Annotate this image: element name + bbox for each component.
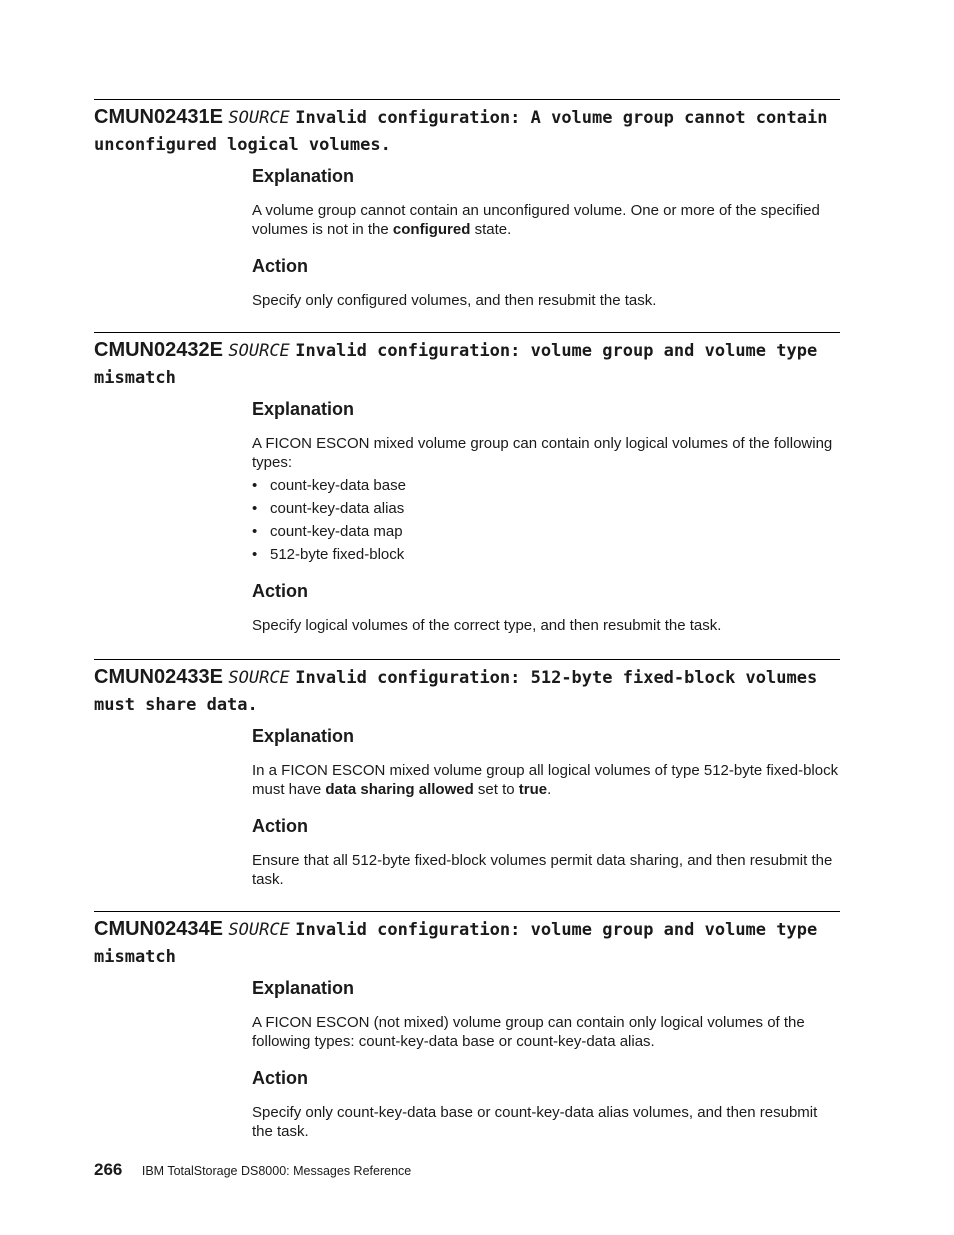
message-title: [94, 660, 840, 718]
action-text: Specify only count-key-data base or count-key-data alias volumes, and then resubmit the task.: [252, 1104, 818, 1140]
action-text: Specify only configured volumes, and then resubmit the task.: [252, 292, 657, 309]
message-cmun02433e: [94, 659, 840, 889]
explanation-keyword: data sharing allowed: [325, 781, 474, 798]
explanation-keyword: configured: [392, 221, 471, 238]
explanation-text: A FICON ESCON mixed volume group can contain only logical volumes of the following types:: [252, 435, 833, 471]
message-cmun02431e: [94, 99, 840, 310]
message-body: [252, 977, 840, 1141]
message-id: CMUN02432E: [94, 339, 223, 361]
volume-type-list: [252, 476, 840, 564]
action-heading: Action: [252, 816, 308, 836]
message-id: CMUN02434E: [94, 918, 223, 940]
action-heading: Action: [252, 1068, 308, 1088]
list-item: • count-key-data base: [252, 477, 406, 494]
message-title: [94, 912, 840, 970]
explanation-text: In a FICON ESCON mixed volume group all logical volumes of type 512-byte fixed-block must have data sharing allowed set to true.: [252, 762, 839, 798]
explanation-value: true: [518, 781, 548, 798]
message-text: Invalid configuration: A volume group cannot contain unconfigured logical volumes.: [94, 108, 828, 155]
message-cmun02434e: [94, 911, 840, 1141]
action-heading: Action: [252, 581, 308, 601]
message-id: CMUN02433E: [94, 666, 223, 688]
explanation-heading: Explanation: [252, 399, 355, 419]
message-text: Invalid configuration: 512-byte fixed-block volumes must share data.: [94, 668, 818, 715]
message-id: CMUN02431E: [94, 106, 223, 128]
message-body: [252, 725, 840, 889]
message-cmun02432e: [94, 332, 840, 635]
message-title: [94, 333, 840, 391]
explanation-heading: Explanation: [252, 978, 355, 998]
page-footer: [94, 1160, 411, 1180]
message-text: Invalid configuration: volume group and volume type mismatch: [94, 341, 818, 388]
page-number: 266: [94, 1160, 123, 1179]
list-item: • count-key-data alias: [252, 500, 405, 517]
message-source: SOURCE: [228, 341, 290, 361]
message-body: [252, 398, 840, 635]
action-text: Specify logical volumes of the correct type, and then resubmit the task.: [252, 617, 722, 634]
message-source: SOURCE: [228, 920, 290, 940]
message-source: SOURCE: [228, 668, 290, 688]
book-title: IBM TotalStorage DS8000: Messages Reference: [141, 1164, 412, 1178]
action-text: Ensure that all 512-byte fixed-block volumes permit data sharing, and then resubmit the task.: [252, 852, 833, 888]
action-heading: Action: [252, 256, 308, 276]
message-text: Invalid configuration: volume group and volume type mismatch: [94, 920, 818, 967]
message-body: [252, 165, 840, 310]
message-source: SOURCE: [228, 108, 290, 128]
list-item: • 512-byte fixed-block: [252, 546, 405, 563]
message-title: [94, 100, 840, 158]
explanation-heading: Explanation: [252, 166, 355, 186]
explanation-text: A FICON ESCON (not mixed) volume group can contain only logical volumes of the following types: count-key-data base or count-key-data alias.: [252, 1014, 805, 1050]
list-item: • count-key-data map: [252, 523, 403, 540]
explanation-text: A volume group cannot contain an unconfigured volume. One or more of the specified volumes is not in the configured state.: [252, 202, 820, 238]
explanation-heading: Explanation: [252, 726, 355, 746]
